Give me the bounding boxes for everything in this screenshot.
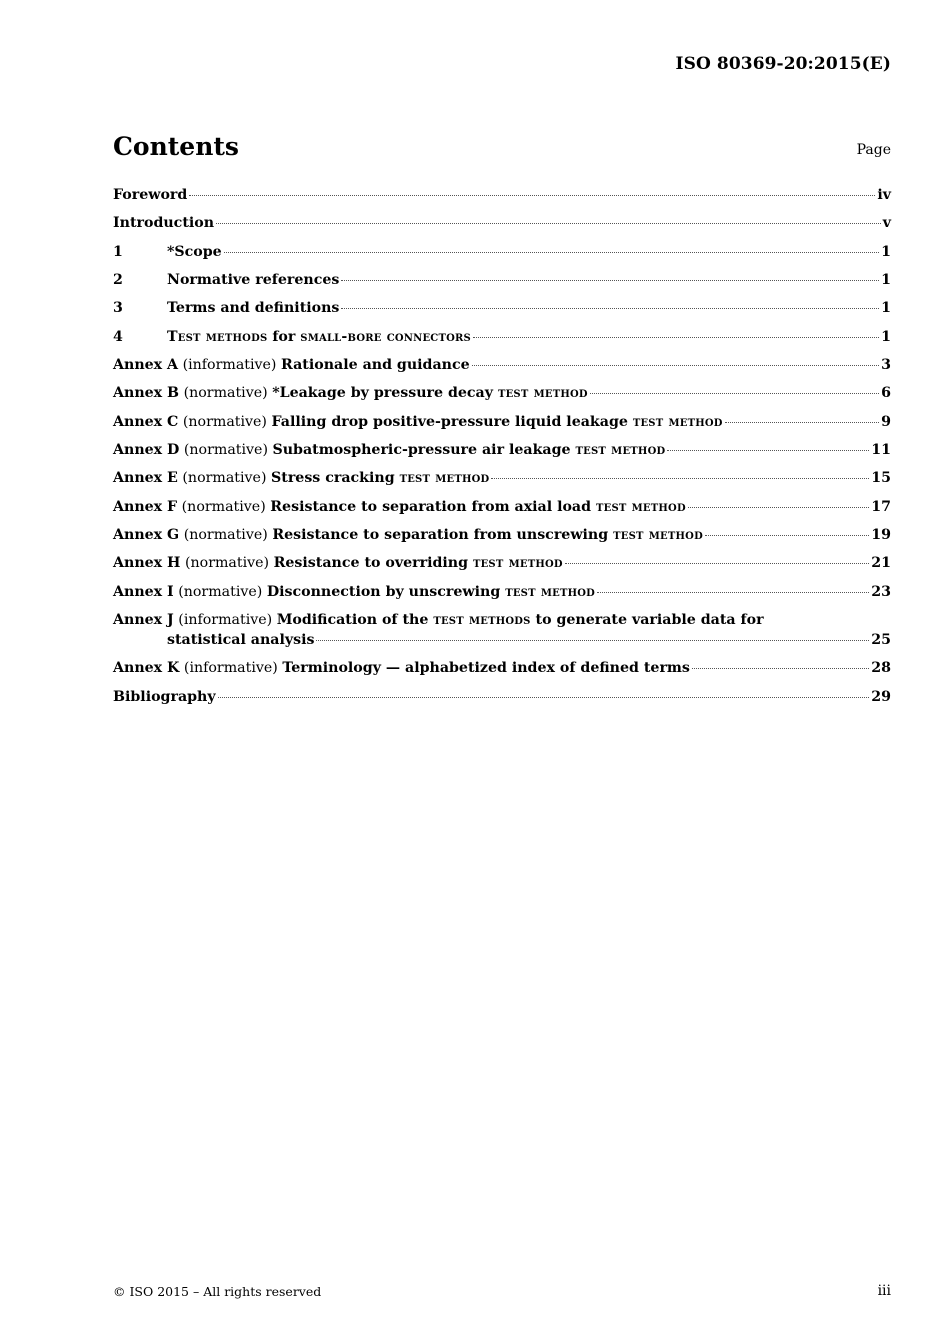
toc-page-number: 1 [881,328,891,345]
toc-page-number: 6 [881,385,891,402]
toc-entry-introduction[interactable] [113,213,891,241]
toc-entry-text: *Scope [167,243,222,260]
toc-entry-bibliography[interactable] [113,687,891,715]
clause-number: 3 [113,300,123,317]
annex-kind: (normative) [180,555,274,572]
document-id: ISO 80369-20:2015(E) [675,54,891,74]
toc-page-number: 15 [871,470,891,487]
toc-entry-text: Terms and definitions [167,300,340,317]
toc-entry-text-wrap: statistical analysis [167,632,315,649]
toc-page-number: 19 [871,527,891,544]
dot-leader [692,668,869,669]
annex-label: Annex A [113,357,179,374]
annex-label: Annex C [113,413,179,430]
defined-term: test method [632,413,723,430]
page-column-label: Page [856,142,891,158]
dot-leader [725,422,879,423]
toc-entry-text: Falling drop positive-pressure liquid leakage [271,413,633,430]
toc-page-number: 28 [871,660,891,677]
toc-entry-text: Test methods for small-bore connectors [167,328,471,345]
toc-entry-foreword[interactable] [113,185,891,213]
toc-page-number: 21 [871,555,891,572]
toc-entry-annex-f[interactable] [113,497,891,525]
annex-kind: (informative) [173,612,277,629]
toc-page-number: 9 [881,413,891,430]
copyright-notice: © ISO 2015 – All rights reserved [113,1284,322,1299]
annex-label: Annex H [113,555,181,572]
toc-entry-annex-b[interactable] [113,383,891,411]
toc-page-number: v [882,215,891,232]
defined-term: test method [595,498,686,515]
annex-kind: (normative) [177,470,272,487]
annex-kind: (normative) [179,385,273,402]
annex-kind: (normative) [173,583,267,600]
dot-leader [472,365,879,366]
dot-leader [473,337,879,338]
toc-entry-text: Resistance to separation from unscrewing [272,527,614,544]
annex-kind: (normative) [178,413,272,430]
annex-kind: (normative) [179,442,273,459]
dot-leader [216,223,881,224]
annex-label: Annex J [113,612,174,629]
clause-number: 2 [113,272,123,289]
dot-leader [341,308,879,309]
toc-page-number: 29 [871,688,891,705]
toc-entry-annex-a[interactable] [113,355,891,383]
dot-leader [705,535,869,536]
annex-label: Annex B [113,385,180,402]
clause-number: 1 [113,243,123,260]
annex-kind: (normative) [179,527,273,544]
table-of-contents [113,185,891,715]
toc-entry-clause-3[interactable] [113,298,891,326]
toc-entry-text: Disconnection by unscrewing [266,583,506,600]
page-number: iii [877,1283,891,1299]
toc-entry-annex-g[interactable] [113,525,891,553]
toc-entry-clause-1[interactable] [113,242,891,270]
defined-term: test method [505,583,596,600]
annex-label: Annex F [113,498,178,515]
defined-term: small-bore connectors [300,328,471,345]
annex-label: Annex G [113,527,180,544]
toc-entry-text: Subatmospheric-pressure air leakage [272,442,576,459]
annex-label: Annex D [113,442,180,459]
dot-leader [667,450,869,451]
defined-term: test method [497,385,588,402]
toc-entry-text: Normative references [167,272,340,289]
defined-term: test method [399,470,490,487]
defined-term: test method [472,555,563,572]
toc-page-number: 23 [871,583,891,600]
toc-entry-clause-2[interactable] [113,270,891,298]
toc-entry-clause-4[interactable] [113,327,891,355]
toc-entry-annex-e[interactable] [113,468,891,496]
dot-leader [341,280,879,281]
dot-leader [590,393,879,394]
dot-leader [688,507,869,508]
toc-entry-annex-k[interactable] [113,658,891,686]
toc-entry-text: Resistance to separation from axial load [270,498,596,515]
annex-label: Annex I [113,583,174,600]
annex-label: Annex K [113,660,180,677]
toc-entry-text: *Leakage by pressure decay [272,385,498,402]
dot-leader [565,563,869,564]
defined-term: test methods [433,612,531,629]
toc-page-number: iv [877,187,891,203]
toc-entry-annex-j[interactable] [113,610,891,658]
toc-entry-text: Terminology — alphabetized index of defined terms [282,660,690,677]
toc-entry-annex-c[interactable] [113,412,891,440]
dot-leader [597,592,869,593]
toc-page-number: 1 [881,243,891,260]
toc-entry-text: Bibliography [113,688,216,705]
clause-number: 4 [113,328,123,345]
toc-entry-text: Foreword [113,187,188,203]
toc-entry-text: Stress cracking [271,470,400,487]
dot-leader [491,478,869,479]
toc-entry-annex-h[interactable] [113,553,891,581]
defined-term: Test methods [167,328,268,345]
defined-term: test method [613,527,703,544]
dot-leader [316,640,869,641]
page-title: Contents [113,132,240,161]
toc-page-number: 1 [881,272,891,289]
toc-page-number: 11 [871,442,891,459]
toc-entry-annex-i[interactable] [113,582,891,610]
dot-leader [224,252,879,253]
toc-entry-text: Rationale and guidance [280,357,470,374]
toc-page-number: 3 [881,357,891,374]
dot-leader [218,697,870,698]
dot-leader [189,195,875,196]
toc-entry-annex-d[interactable] [113,440,891,468]
toc-entry-text: Resistance to overriding [273,555,473,572]
toc-page-number: 17 [871,498,891,515]
annex-kind: (informative) [179,660,283,677]
annex-label: Annex E [113,470,178,487]
annex-kind: (normative) [177,498,271,515]
toc-entry-text-cont: to generate variable data for [530,612,764,629]
toc-page-number: 25 [871,632,891,649]
toc-entry-text: Modification of the [276,612,434,629]
toc-page-number: 1 [881,300,891,317]
defined-term: test method [575,442,666,459]
toc-entry-text: Introduction [113,215,215,232]
annex-kind: (informative) [178,357,281,374]
